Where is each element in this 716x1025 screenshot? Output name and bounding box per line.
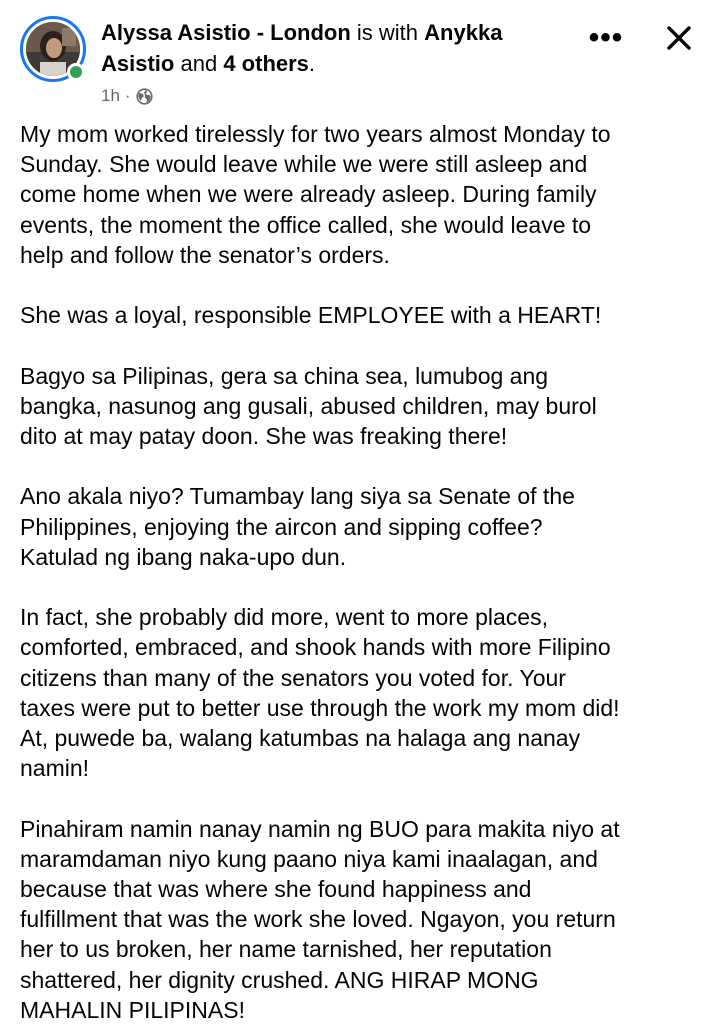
more-options-button[interactable] [586,22,626,54]
author-line [101,17,571,79]
close-button[interactable] [661,20,697,56]
meta-separator: · [124,86,131,105]
post-paragraph: Ano akala niyo? Tumambay lang siya sa Senate of the Philippines, enjoying the aircon and sipping coffee? Katulad ng ibang naka-upo dun. [20,483,575,570]
post-paragraph: Bagyo sa Pilipinas, gera sa china sea, lumubog ang bangka, nasunog ang gusali, abused children, may burol dito at may patay doon. She was freaking there! [20,362,597,449]
post-header [0,0,716,116]
with-text: is with [356,20,419,45]
post-body [20,119,710,1025]
tagged-name-first[interactable]: Anykka [424,20,503,45]
author-name[interactable]: Alyssa Asistio - London [101,20,351,45]
post-paragraph: My mom worked tirelessly for two years almost Monday to Sunday. She would leave while we were still asleep and come home when we were already asleep. During family events, the moment the office called, she would leave to help and follow the senator’s orders. [20,121,611,268]
globe-icon[interactable] [136,88,153,105]
author-period: . [308,51,316,76]
tagged-name-last[interactable]: Asistio [101,51,175,76]
and-text: and [180,51,218,76]
author-avatar[interactable] [20,16,86,82]
online-status-dot [67,63,85,81]
post-paragraph: She was a loyal, responsible EMPLOYEE with a HEART! [20,302,602,329]
post-meta [101,84,153,108]
more-horizontal-icon: ••• [588,21,624,54]
post-paragraph: In fact, she probably did more, went to more places, comforted, embraced, and shook hands with more Filipino citizens than many of the senators you voted for. Your taxes were put to better use through the work my mom did! At, puwede ba, walang katumbas na halaga ang nanay namin! [20,604,620,782]
post-paragraph: Pinahiram namin nanay namin ng BUO para makita niyo at maramdaman niyo kung paano niya kami inaalagan, and because that was where she found happiness and fulfillment that was the work she loved. Ngayon, you return her to us broken, her name tarnished, her reputation shattered, her dignity crushed. ANG HIRAP MONG MAHALIN PILIPINAS! [20,815,620,1023]
close-icon [661,20,697,56]
others-link[interactable]: 4 others [223,51,309,76]
timestamp[interactable]: 1h [101,86,120,105]
